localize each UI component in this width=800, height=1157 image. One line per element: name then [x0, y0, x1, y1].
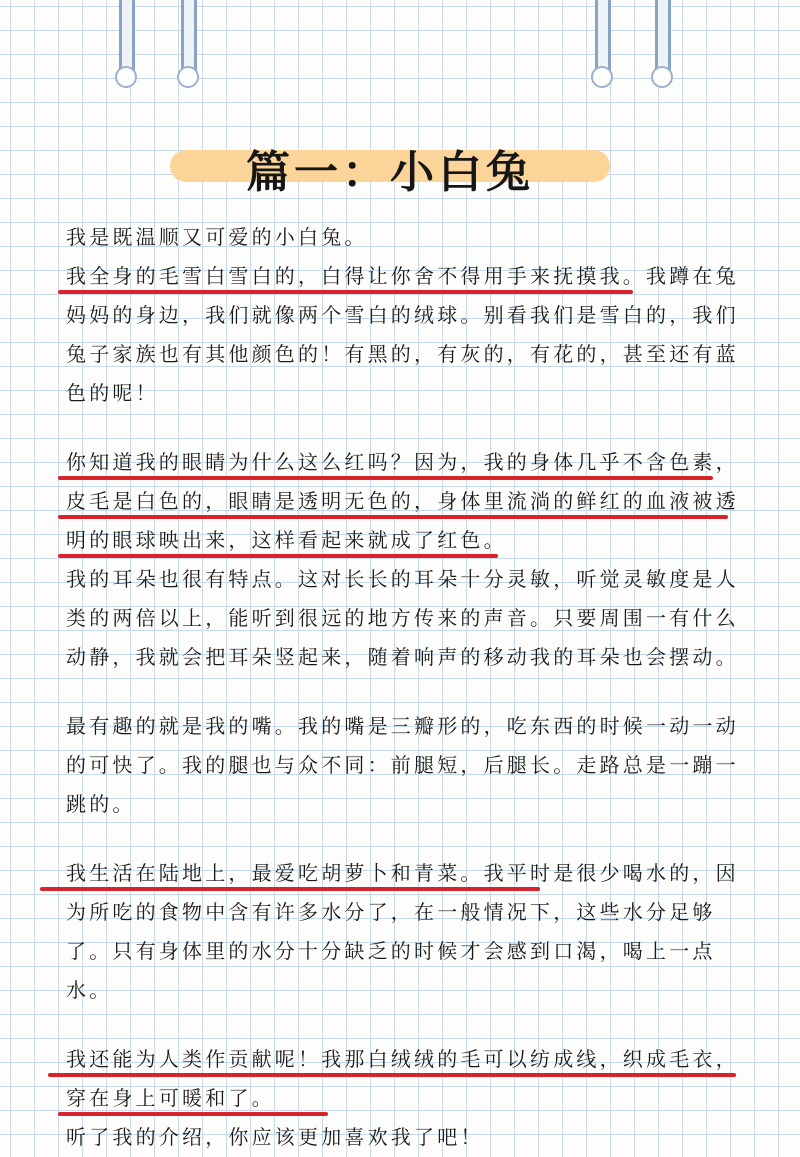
text-line: 最有趣的就是我的嘴。我的嘴是三瓣形的，吃东西的时候一动一动 — [66, 714, 739, 738]
text-line: 的可快了。我的腿也与众不同：前腿短，后腿长。走路总是一蹦一 — [66, 753, 739, 777]
text-line: 水。 — [66, 978, 113, 1002]
text-line: 我是既温顺又可爱的小白兔。 — [66, 225, 368, 249]
highlight-underline — [58, 290, 633, 294]
text-line: 你知道我的眼睛为什么这么红吗？因为，我的身体几乎不含色素， — [66, 450, 739, 474]
text-line: 穿在身上可暖和了。 — [66, 1086, 275, 1110]
highlight-underline — [58, 476, 713, 480]
paragraph-3 — [66, 443, 746, 677]
binder-ring-3 — [594, 0, 610, 90]
binder-ring-1 — [118, 0, 134, 90]
text-line: 动静，我就会把耳朵竖起来，随着响声的移动我的耳朵也会摆动。 — [66, 645, 739, 669]
text-line: 跳的。 — [66, 792, 136, 816]
text-line: 我生活在陆地上，最爱吃胡萝卜和青菜。我平时是很少喝水的，因 — [66, 861, 739, 885]
paragraph-5 — [66, 854, 746, 1010]
text-line: 我全身的毛雪白雪白的，白得让你舍不得用手来抚摸我。我蹲在兔 — [66, 264, 739, 288]
title-banner — [170, 142, 610, 198]
text-line: 听了我的介绍，你应该更加喜欢我了吧！ — [66, 1125, 484, 1149]
text-line: 妈妈的身边，我们就像两个雪白的绒球。别看我们是雪白的，我们 — [66, 303, 739, 327]
text-line: 了。只有身体里的水分十分缺乏的时候才会感到口渴，喝上一点 — [66, 939, 716, 963]
paragraph-4 — [66, 707, 746, 824]
highlight-underline — [58, 1112, 328, 1116]
highlight-underline — [58, 515, 728, 519]
text-line: 类的两倍以上，能听到很远的地方传来的声音。只要周围一有什么 — [66, 606, 739, 630]
text-line: 明的眼球映出来，这样看起来就成了红色。 — [66, 528, 507, 552]
text-line: 我的耳朵也很有特点。这对长长的耳朵十分灵敏，听觉灵敏度是人 — [66, 567, 739, 591]
binder-ring-2 — [180, 0, 196, 90]
text-line: 兔子家族也有其他颜色的！有黑的，有灰的，有花的，甚至还有蓝 — [66, 342, 739, 366]
highlight-underline — [48, 1073, 736, 1077]
text-line: 我还能为人类作贡献呢！我那白绒绒的毛可以纺成线，织成毛衣， — [66, 1047, 739, 1071]
paragraph-6 — [66, 1040, 746, 1157]
highlight-underline — [40, 887, 540, 891]
paragraph-2 — [66, 257, 746, 413]
paragraph-1 — [66, 218, 746, 257]
binder-ring-4 — [654, 0, 670, 90]
text-line: 为所吃的食物中含有许多水分了，在一般情况下，这些水分足够 — [66, 900, 716, 924]
essay-body — [66, 218, 746, 1157]
highlight-underline — [58, 554, 498, 558]
text-line: 色的呢！ — [66, 381, 159, 405]
page-title: 篇一：小白兔 — [246, 147, 534, 198]
text-line: 皮毛是白色的，眼睛是透明无色的，身体里流淌的鲜红的血液被透 — [66, 489, 739, 513]
